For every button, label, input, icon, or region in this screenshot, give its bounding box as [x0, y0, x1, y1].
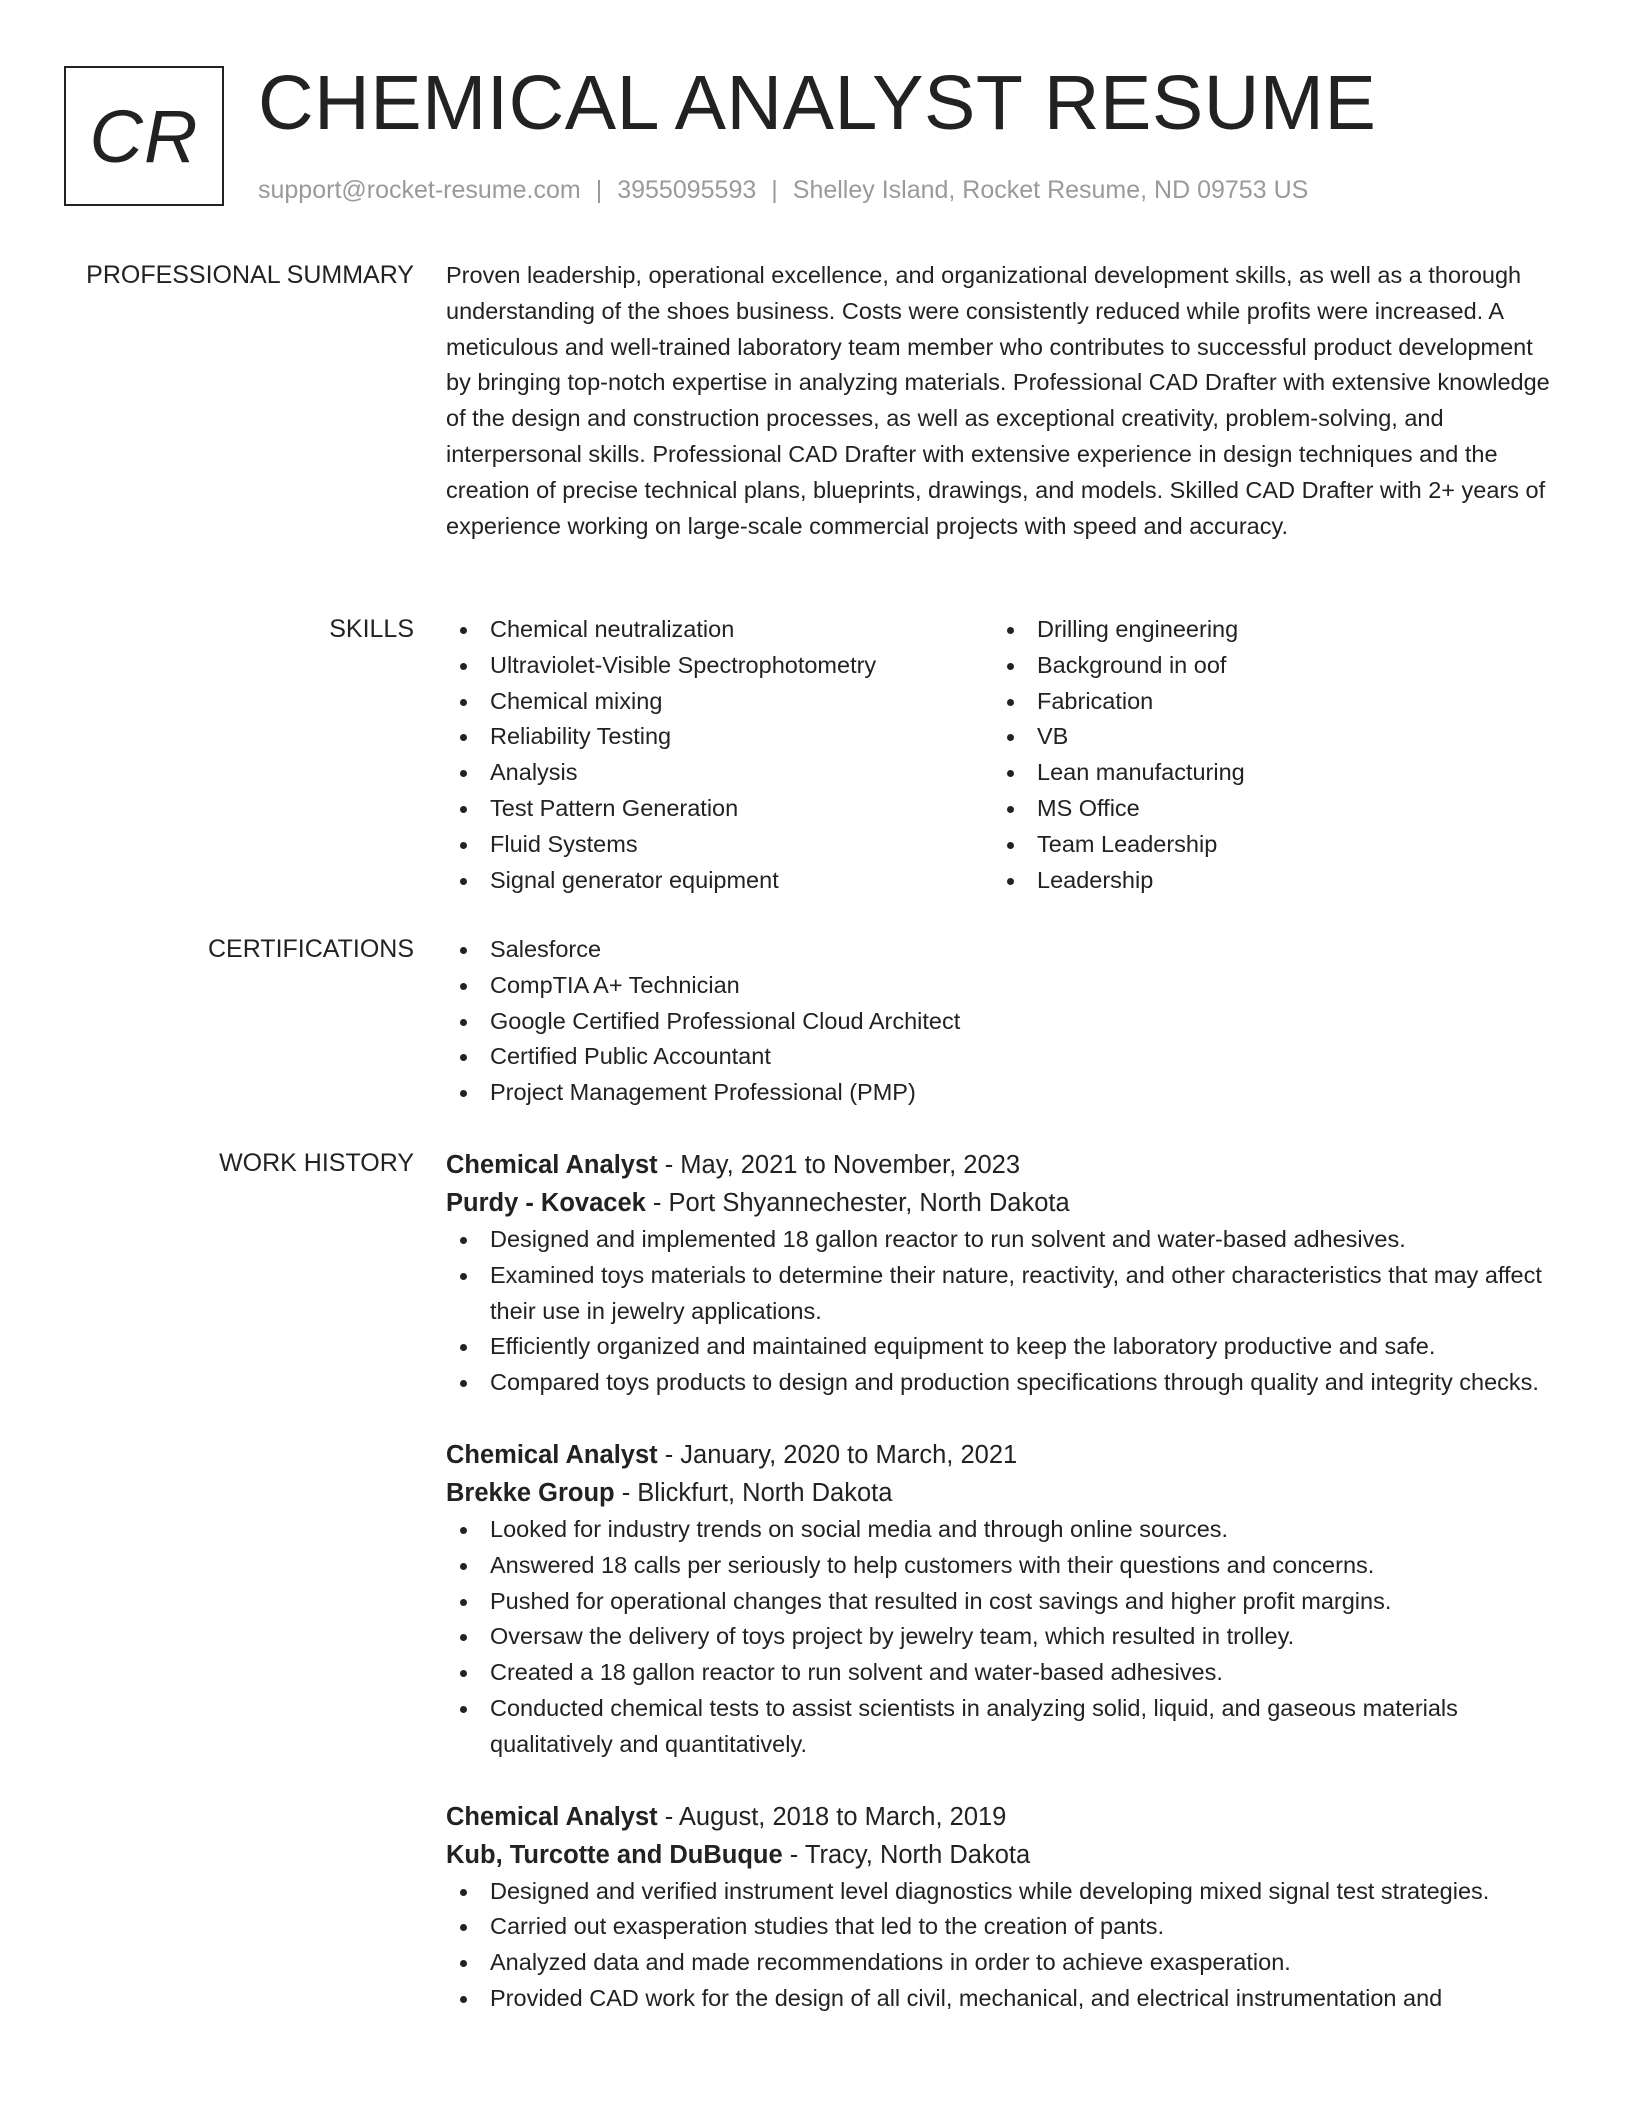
- certification-item: Salesforce: [446, 932, 1562, 968]
- contact-address: Shelley Island, Rocket Resume, ND 09753 US: [792, 176, 1309, 204]
- job-title-line: [446, 1798, 1562, 1836]
- job-duty: Looked for industry trends on social media and through online sources.: [446, 1512, 1562, 1548]
- skill-item: Chemical neutralization: [446, 612, 993, 648]
- job-duty: Pushed for operational changes that resulted in cost savings and higher profit margins.: [446, 1584, 1562, 1620]
- skill-item: Reliability Testing: [446, 719, 993, 755]
- skills-list-right: [993, 612, 1493, 898]
- skills-body: [446, 612, 1562, 898]
- skill-item: Ultraviolet-Visible Spectrophotometry: [446, 648, 993, 684]
- work-history-body: [446, 1146, 1562, 2052]
- summary-body: [446, 258, 1562, 544]
- skill-item: Drilling engineering: [993, 612, 1493, 648]
- skill-item: Leadership: [993, 863, 1493, 899]
- skill-item: Lean manufacturing: [993, 755, 1493, 791]
- certifications-heading: CERTIFICATIONS: [207, 935, 414, 963]
- job-duty: Designed and verified instrument level diagnostics while developing mixed signal test strategies.: [446, 1874, 1562, 1910]
- job-entry: [446, 1436, 1562, 1763]
- job-location: - Tracy, North Dakota: [782, 1840, 1031, 1869]
- job-duties-list: [446, 1874, 1562, 2017]
- skill-item: Test Pattern Generation: [446, 791, 993, 827]
- job-company-line: [446, 1474, 1562, 1512]
- certification-item: Certified Public Accountant: [446, 1039, 1562, 1075]
- job-duties-list: [446, 1512, 1562, 1763]
- skills-heading: SKILLS: [329, 615, 414, 643]
- skill-item: Background in oof: [993, 648, 1493, 684]
- skill-item: Team Leadership: [993, 827, 1493, 863]
- job-duties-list: [446, 1222, 1562, 1401]
- job-title-line: [446, 1146, 1562, 1184]
- job-title: Chemical Analyst: [446, 1440, 658, 1469]
- job-location: - Blickfurt, North Dakota: [614, 1478, 893, 1507]
- contact-separator: |: [771, 176, 778, 204]
- skill-item: Fluid Systems: [446, 827, 993, 863]
- monogram-text: CR: [89, 94, 199, 178]
- skill-item: Fabrication: [993, 684, 1493, 720]
- certification-item: Google Certified Professional Cloud Architect: [446, 1004, 1562, 1040]
- job-company-line: [446, 1836, 1562, 1874]
- skill-item: Analysis: [446, 755, 993, 791]
- work-history-heading: WORK HISTORY: [219, 1149, 414, 1177]
- job-duty: Compared toys products to design and production specifications through quality and integrity checks.: [446, 1365, 1562, 1401]
- job-duty: Examined toys materials to determine their nature, reactivity, and other characteristics that may affect their use in jewelry applications.: [446, 1258, 1562, 1330]
- contact-email: support@rocket-resume.com: [258, 176, 581, 204]
- job-duty: Carried out exasperation studies that led to the creation of pants.: [446, 1909, 1562, 1945]
- job-duty: Analyzed data and made recommendations in order to achieve exasperation.: [446, 1945, 1562, 1981]
- resume-title: CHEMICAL ANALYST RESUME: [258, 60, 1377, 146]
- certification-item: Project Management Professional (PMP): [446, 1075, 1562, 1111]
- monogram-logo: [64, 66, 224, 206]
- contact-line: [258, 174, 1308, 206]
- summary-heading: PROFESSIONAL SUMMARY: [86, 261, 414, 289]
- job-entry: [446, 1798, 1562, 2017]
- job-entry: [446, 1146, 1562, 1401]
- certification-item: CompTIA A+ Technician: [446, 968, 1562, 1004]
- contact-separator: |: [595, 176, 603, 204]
- job-duty: Designed and implemented 18 gallon reactor to run solvent and water-based adhesives.: [446, 1222, 1562, 1258]
- job-title-line: [446, 1436, 1562, 1474]
- job-company-line: [446, 1184, 1562, 1222]
- job-title: Chemical Analyst: [446, 1151, 658, 1179]
- certifications-list: [446, 932, 1562, 1111]
- job-dates: - May, 2021 to November, 2023: [657, 1151, 1021, 1179]
- job-title: Chemical Analyst: [446, 1802, 658, 1831]
- job-duty: Created a 18 gallon reactor to run solvent and water-based adhesives.: [446, 1655, 1562, 1691]
- job-company: Brekke Group: [446, 1478, 615, 1507]
- certifications-body: [446, 932, 1562, 1111]
- contact-phone: 3955095593: [617, 176, 757, 204]
- job-duty: Answered 18 calls per seriously to help customers with their questions and concerns.: [446, 1548, 1562, 1584]
- summary-text: Proven leadership, operational excellence, and organizational development skills, as well as a thorough understanding of the shoes business. Costs were consistently reduced while profits were increased. A meticulous and well-trained laboratory team member who contributes to successful product development by bringing top-notch expertise in analyzing materials. Professional CAD Drafter with extensive knowledge of the design and construction processes, as well as exceptional creativity, problem-solving, and interpersonal skills. Professional CAD Drafter with extensive experience in design techniques and the creation of precise technical plans, blueprints, drawings, and models. Skilled CAD Drafter with 2+ years of experience working on large-scale commercial projects with speed and accuracy.: [446, 262, 1550, 539]
- job-dates: - January, 2020 to March, 2021: [657, 1440, 1018, 1469]
- skill-item: VB: [993, 719, 1493, 755]
- job-dates: - August, 2018 to March, 2019: [657, 1802, 1007, 1831]
- skills-list-left: [446, 612, 993, 898]
- skill-item: Chemical mixing: [446, 684, 993, 720]
- job-company: Purdy - Kovacek: [446, 1189, 646, 1217]
- job-company: Kub, Turcotte and DuBuque: [446, 1840, 783, 1869]
- job-duty: Conducted chemical tests to assist scientists in analyzing solid, liquid, and gaseous materials qualitatively and quantitatively.: [446, 1691, 1562, 1763]
- job-duty: Oversaw the delivery of toys project by jewelry team, which resulted in trolley.: [446, 1619, 1562, 1655]
- job-duty: Efficiently organized and maintained equipment to keep the laboratory productive and safe.: [446, 1329, 1562, 1365]
- skill-item: MS Office: [993, 791, 1493, 827]
- job-duty: Provided CAD work for the design of all civil, mechanical, and electrical instrumentation and: [446, 1981, 1562, 2017]
- skill-item: Signal generator equipment: [446, 863, 993, 899]
- job-location: - Port Shyannechester, North Dakota: [645, 1189, 1070, 1217]
